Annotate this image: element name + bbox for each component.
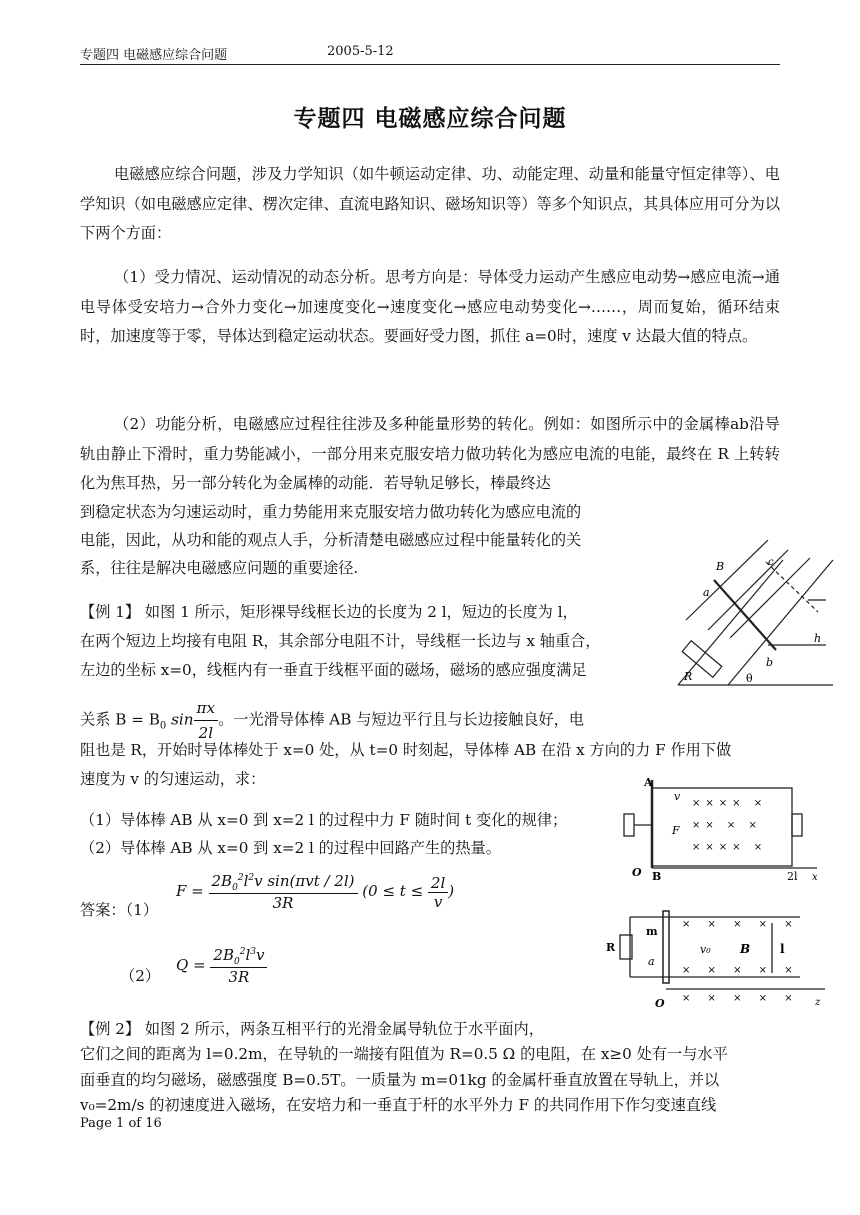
point-2-line-2: 电能，因此，从功和能的观点人手，分析清楚电磁感应过程中能量转化的关 [80, 531, 582, 549]
example-1-line-2: 在两个短边上均接有电阻 R，其余部分电阻不计，导线框一长边与 x 轴重合， [80, 632, 601, 650]
example-2-line-3: 面垂直的均匀磁场，磁感强度 B=0.5T。一质量为 m=01kg 的金属杆垂直放置在导轨上，并以 [80, 1071, 720, 1089]
svg-text:× × × × ×: × × × × × [682, 965, 800, 976]
relation-suffix: 。一光滑导体棒 AB 与短边平行且与长边接触良好，电 [218, 710, 585, 729]
relation-prefix: 关系 B = B [80, 710, 160, 729]
example-1-question-1: （1）导体棒 AB 从 x=0 到 x=2 l 的过程中力 F 随时间 t 变化的规律； [80, 811, 568, 829]
fig2-label-v0: v₀ [700, 943, 711, 956]
label-c: c [768, 557, 774, 568]
example-1-line-1: 【例 1】 如图 1 所示，矩形裸导线框长边的长度为 2 l，短边的长度为 l， [80, 603, 578, 621]
fig2-label-z: z [815, 997, 821, 1008]
example-1-line-4: 阻也是 R，开始时导体棒处于 x=0 处，从 t=0 时刻起，导体棒 AB 在沿 x 方向的力 F 作用下做 [80, 741, 732, 759]
point-2-line-3: 系，往往是解决电磁感应问题的重要途径. [80, 559, 359, 577]
incline-figure [668, 520, 848, 700]
figure-1 [622, 776, 822, 884]
point-2-paragraph: （2）功能分析，电磁感应过程往往涉及多种能量形势的转化。例如：如图所示中的金属棒ab沿导轨由静止下滑时，重力势能减小，一部分用来克服安培力做功转化为感应电流的电能，最终在 R 上转转化为焦耳热，另一部分转化为金属棒的动能．若导轨足够长，棒最终达 [80, 415, 780, 492]
header-date: 2005-5-12 [327, 44, 394, 59]
point-2-line-1: 到稳定状态为匀速运动时，重力势能用来克服安培力做功转化为感应电流的 [80, 503, 582, 521]
svg-text:×× × ×: ×× × × [692, 820, 762, 831]
label-a-upper: A [644, 776, 653, 789]
answer-1-formula: F = $\frac{2B_0^2l^2v \sin(\pi vt / 2l)}{3R}$ (0 ≤ t ≤ $\frac{2l}{v}$ ) [176, 872, 455, 912]
page-header [80, 42, 780, 65]
fig2-label-b: B [740, 942, 751, 956]
example-1-question-2: （2）导体棒 AB 从 x=0 到 x=2 l 的过程中回路产生的热量。 [80, 839, 501, 857]
intro-paragraph: 电磁感应综合问题，涉及力学知识（如牛顿运动定律、功、动能定理、动量和能量守恒定律等）、电学知识（如电磁感应定律、楞次定律、直流电路知识、磁场知识等）等多个知识点，其具体应用可分为以下两个方面： [80, 165, 780, 242]
label-2l: 2l [787, 870, 798, 883]
example-2-line-1: 【例 2】 如图 2 所示，两条互相平行的光滑金属导轨位于水平面内， [80, 1020, 544, 1038]
fig2-label-r: R [606, 941, 616, 954]
example-2-line-2: 它们之间的距离为 l=0.2m，在导轨的一端接有阻值为 R=0.5 Ω 的电阻，在 x≥0 处有一与水平 [80, 1045, 728, 1063]
svg-text:×××× ×: ×××× × [692, 842, 768, 853]
label-f: F [672, 824, 680, 837]
svg-text:×××× ×: ×××× × [692, 798, 768, 809]
fig2-label-l: l [780, 942, 785, 956]
label-b-field: B [716, 560, 725, 573]
example-1-line-3: 左边的坐标 x=0，线框内有一垂直于线框平面的磁场，磁场的感应强度满足 [80, 661, 587, 679]
example-2-line-4: v₀=2m/s 的初速度进入磁场，在安培力和一垂直于杆的水平外力 F 的共同作用下作匀变速直线 [80, 1096, 717, 1114]
answer-2-formula: Q = $\frac{2B_0^2l^3v}{3R}$ [176, 946, 267, 986]
label-x: x [812, 872, 818, 883]
label-a: a [703, 586, 710, 599]
label-v: v [674, 790, 681, 803]
fig2-label-m: m [646, 925, 658, 938]
answer-2-label: （2） [120, 967, 161, 985]
svg-text:× × × × ×: × × × × × [682, 993, 800, 1004]
label-theta: θ [746, 672, 753, 685]
label-o: O [632, 866, 642, 879]
example-1-line-5: 速度为 v 的匀速运动，求： [80, 770, 266, 788]
point-1-paragraph: （1）受力情况、运动情况的动态分析。思考方向是：导体受力运动产生感应电动势→感应电流→通电导体受安培力→合外力变化→加速度变化→速度变化→感应电动势变化→……，周而复始，循环结束时，加速度等于零，导体达到稳定运动状态。要画好受力图，抓住 a=0时，速度 v 达最大值的特点。 [80, 268, 780, 345]
label-b-lower: B [652, 870, 662, 883]
label-h: h [814, 632, 822, 645]
page-title: 专题四 电磁感应综合问题 [293, 106, 567, 132]
header-title: 专题四 电磁感应综合问题 [80, 48, 228, 63]
fig2-label-a: a [648, 955, 655, 968]
example-1-relation: 关系 $B = B_0$ sin $\frac{\pi x}{2l}$ 。一光滑导体棒 AB 与短边平行且与长边接触良好，电 [80, 696, 584, 745]
figure-2 [600, 905, 830, 1015]
page-footer: Page 1 of 16 [80, 1116, 162, 1131]
fig2-label-o: O [655, 997, 665, 1010]
answer-label: 答案：（1） [80, 901, 159, 919]
label-b: b [766, 656, 774, 669]
svg-text:× × × × ×: × × × × × [682, 919, 800, 930]
label-r: R [684, 670, 693, 683]
